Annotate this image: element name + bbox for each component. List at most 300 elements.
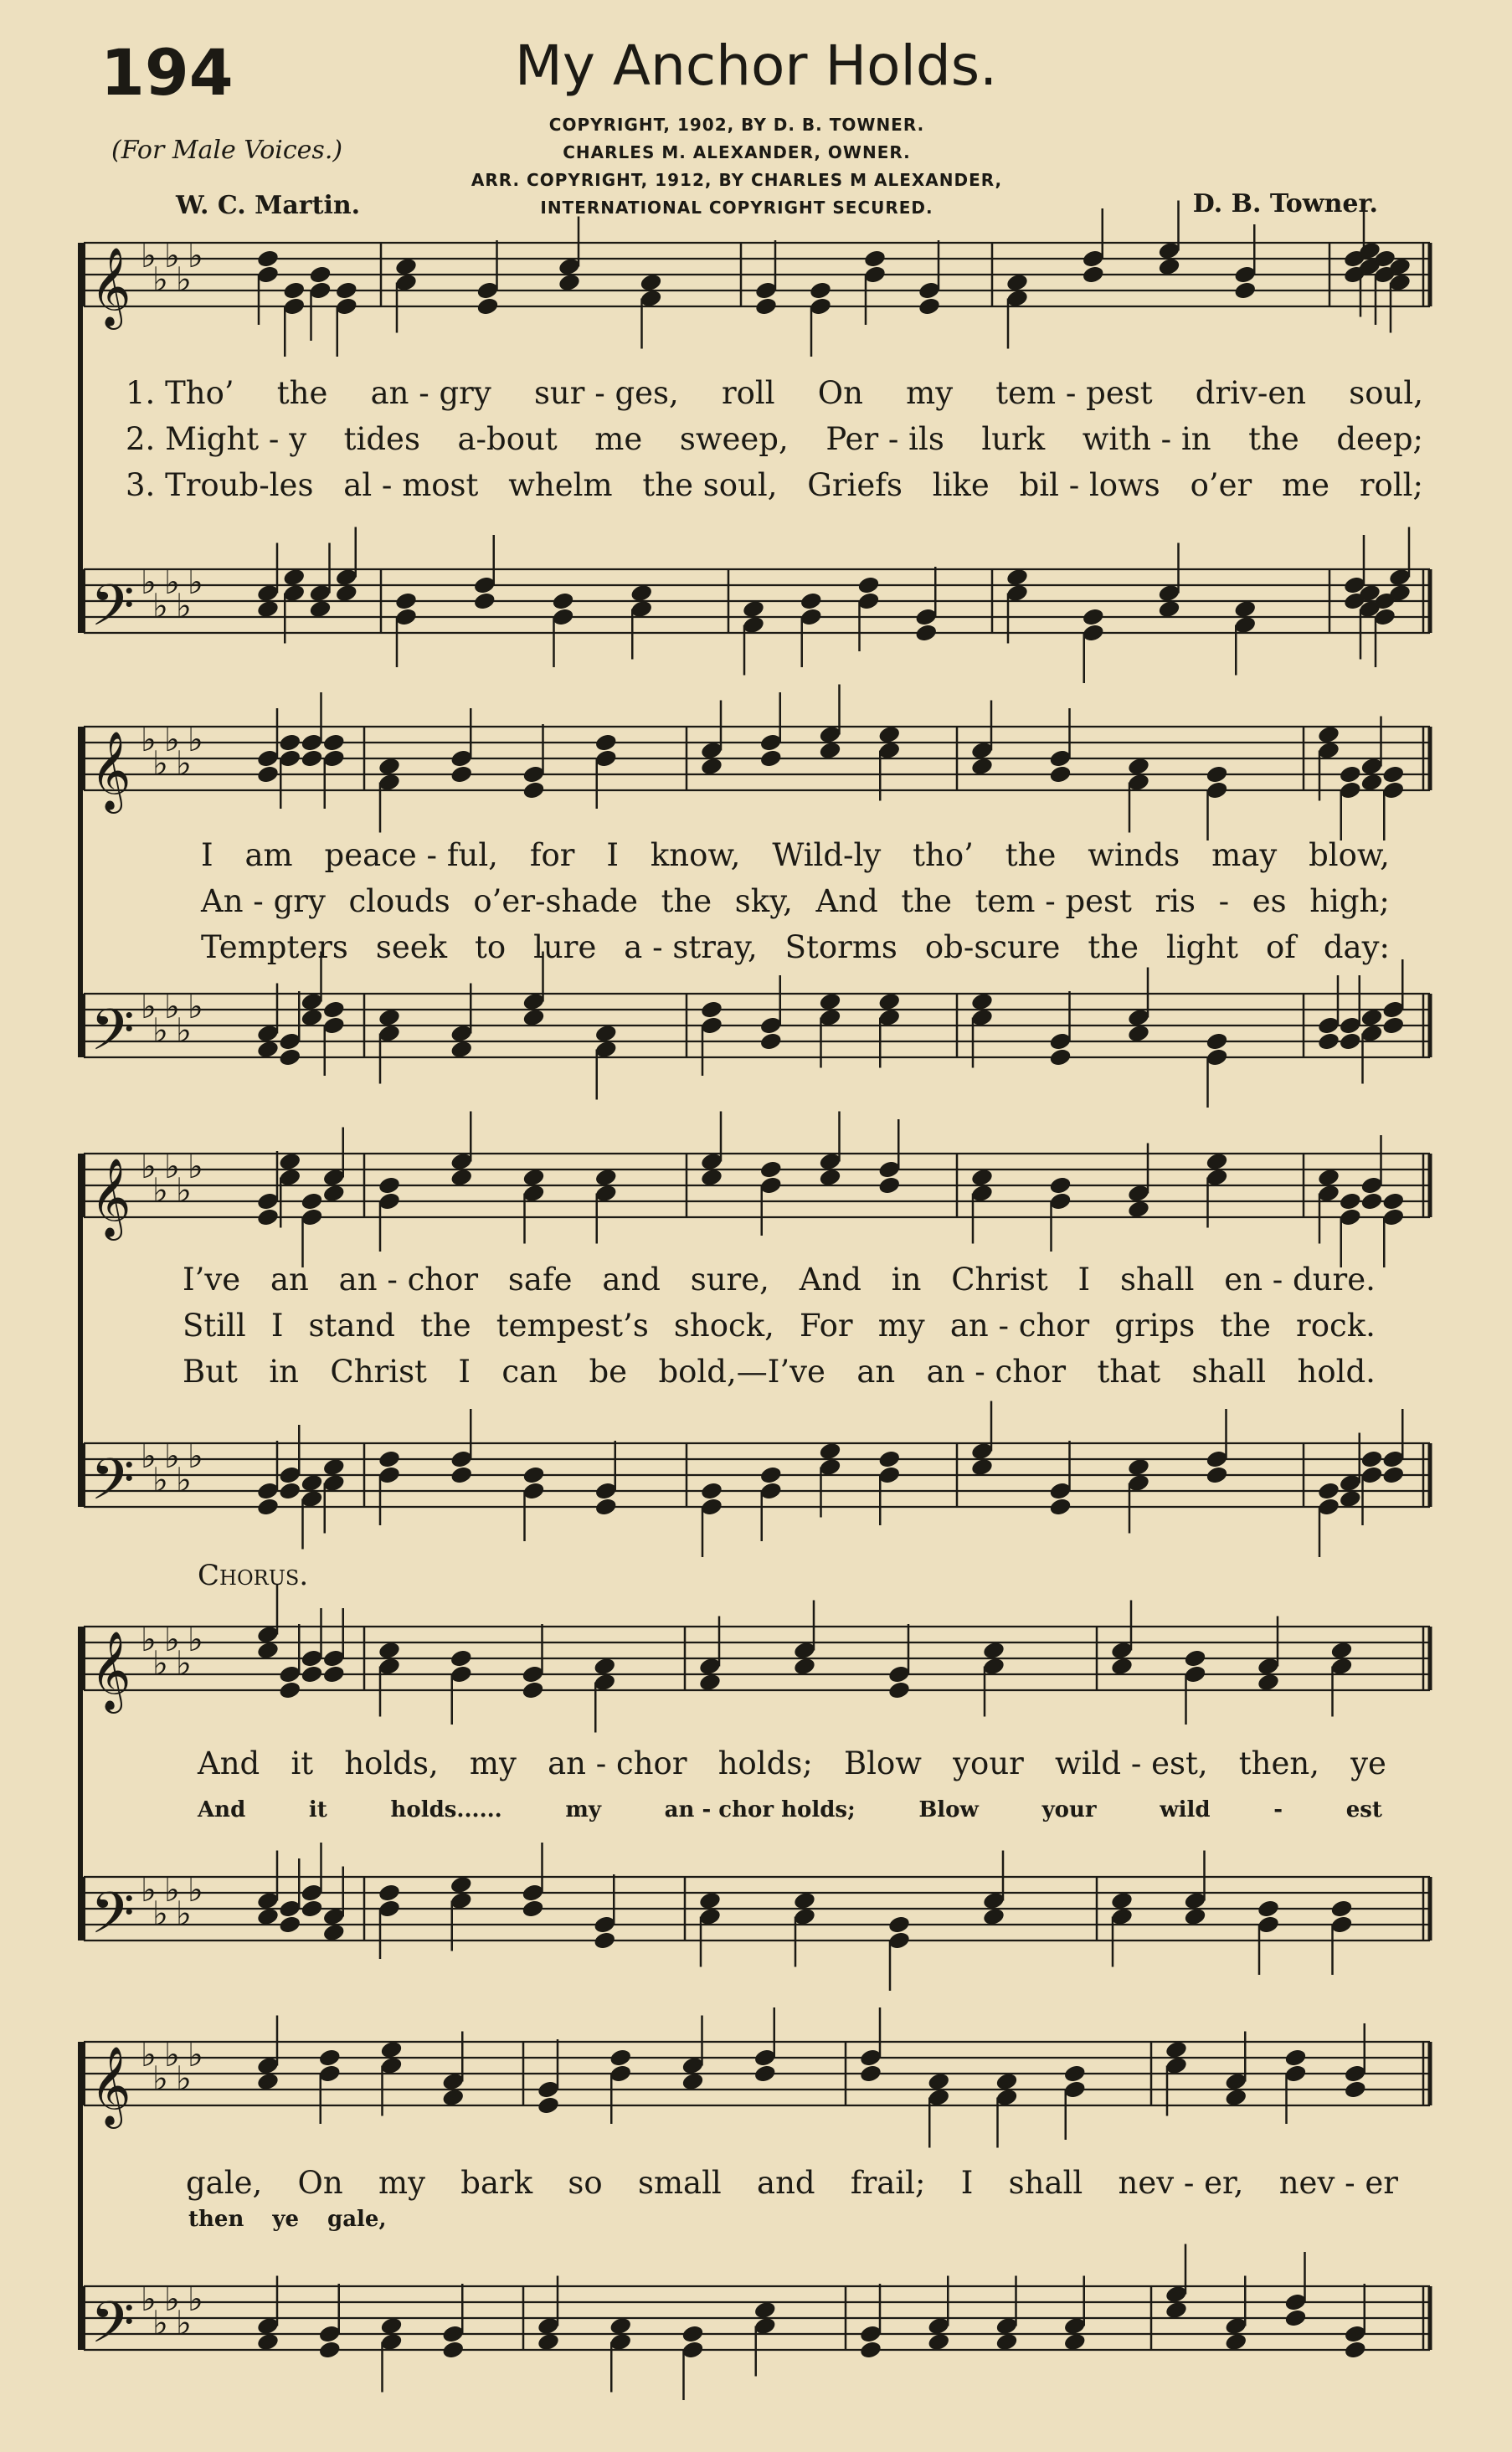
flat-sign-icon: ♭ (188, 1437, 203, 1476)
lyric-syllable: an - chor holds; (664, 1797, 856, 1822)
flat-sign-icon: ♭ (188, 563, 203, 602)
lyric-syllable: sweep, (679, 421, 789, 457)
lyric-syllable: Storms (784, 929, 897, 965)
note-head (759, 1031, 783, 1051)
flat-sign-icon: ♭ (152, 1171, 168, 1211)
note-head (394, 591, 418, 611)
lyric-syllable: winds (1088, 837, 1180, 873)
lyric-syllable: of (1265, 929, 1296, 965)
note-head (450, 764, 473, 784)
lyric-syllable: sur - ges, (533, 375, 679, 411)
lyric-syllable: my (906, 375, 954, 411)
lyric-syllable: ris (1155, 883, 1196, 919)
lyric-syllable: frail; (850, 2165, 926, 2201)
lyric-syllable: Tempters (201, 929, 348, 965)
lyric-syllable: safe (507, 1262, 573, 1298)
lyric-syllable: tem - pest (995, 375, 1153, 411)
lyric-syllable: roll; (1359, 467, 1423, 503)
lyric-syllable: But (183, 1354, 238, 1390)
chorus-lyric-line-2 (186, 2165, 1398, 2201)
lyric-syllable: 2. Might - y (126, 421, 307, 457)
note-head (1339, 1191, 1362, 1211)
note-head (1317, 1031, 1340, 1051)
lyric-syllable: the (901, 883, 952, 919)
note-head (450, 1648, 473, 1668)
lyric-syllable: blow, (1309, 837, 1390, 873)
flat-sign-icon: ♭ (176, 1644, 192, 1684)
treble-clef-icon: 𝄞 (90, 247, 131, 326)
flat-sign-icon: ♭ (164, 988, 180, 1026)
note-head (1048, 764, 1072, 784)
flat-sign-icon: ♭ (164, 2036, 180, 2074)
note-head (378, 1883, 401, 1903)
lyric-syllable: an - chor (949, 1308, 1090, 1344)
lyric-syllable: - (1218, 883, 1230, 919)
lyric-syllable: so (568, 2165, 603, 2201)
note-head (256, 249, 280, 269)
lyric-syllable: deep; (1336, 421, 1423, 457)
lyric-verse-3-line-3 (183, 1354, 1376, 1390)
lyric-syllable: peace - ful, (324, 837, 498, 873)
note-head (1317, 1481, 1340, 1501)
note-head (521, 1899, 544, 1919)
flat-sign-icon: ♭ (141, 988, 157, 1026)
lyric-syllable: lurk (981, 421, 1046, 457)
bass-clef-icon: 𝄢 (90, 573, 135, 653)
flat-sign-icon: ♭ (164, 237, 180, 275)
lyric-syllable: my (469, 1745, 517, 1781)
note-head (1381, 1465, 1405, 1485)
note-head (256, 764, 280, 784)
note-head (1339, 764, 1362, 784)
copyright-line: ARR. COPYRIGHT, 1912, BY CHARLES M ALEXANDER, (471, 170, 1003, 190)
lyric-syllable: soul, (1349, 375, 1423, 411)
note-head (322, 733, 346, 753)
lyric-syllable: light (1165, 929, 1238, 965)
flat-sign-icon: ♭ (141, 1148, 157, 1186)
lyric-syllable: gale, (327, 2207, 387, 2232)
copyright-line: INTERNATIONAL COPYRIGHT SECURED. (540, 198, 933, 218)
note-head (476, 296, 499, 316)
hymn-title: My Anchor Holds. (514, 33, 998, 98)
lyric-syllable: whelm (508, 467, 613, 503)
flat-sign-icon: ♭ (141, 2036, 157, 2074)
lyric-syllable: with - in (1082, 421, 1211, 457)
note-head (1257, 1899, 1280, 1919)
note-head (300, 748, 323, 768)
note-head (308, 265, 332, 285)
lyric-syllable: o’er (1190, 467, 1252, 503)
flat-sign-icon: ♭ (188, 2280, 203, 2319)
note-head (322, 1664, 346, 1684)
lyric-syllable: a-bout (457, 421, 558, 457)
flat-sign-icon: ♭ (176, 2304, 192, 2343)
note-head (1360, 1191, 1383, 1211)
lyric-syllable: may (1211, 837, 1278, 873)
lyric-syllable: a - stray, (624, 929, 758, 965)
lyric-syllable: holds...... (390, 1797, 502, 1822)
lyric-syllable: bold,—I’ve (658, 1354, 825, 1390)
lyric-syllable: your (953, 1745, 1024, 1781)
lyric-syllable: For (800, 1308, 853, 1344)
note-head (681, 2324, 704, 2344)
bass-clef-icon: 𝄢 (90, 1881, 135, 1961)
lyric-syllable: the soul, (642, 467, 778, 503)
note-head (318, 2048, 342, 2068)
lyric-syllable: the (1248, 421, 1299, 457)
flat-sign-icon: ♭ (176, 1011, 192, 1051)
lyric-syllable: I (458, 1354, 471, 1390)
note-head (278, 1047, 301, 1067)
lyric-syllable: roll (721, 375, 775, 411)
lyric-syllable: An - gry (201, 883, 326, 919)
note-head (335, 280, 358, 301)
lyric-syllable: me (1282, 467, 1329, 503)
note-head (759, 1465, 783, 1485)
lyric-syllable: an (856, 1354, 896, 1390)
lyricist-credit: W. C. Martin. (176, 191, 361, 220)
note-head (1048, 1175, 1072, 1195)
note-head (594, 733, 618, 753)
bass-clef-icon: 𝄢 (90, 1447, 135, 1527)
lyric-syllable: Blow (843, 1745, 922, 1781)
lyric-syllable: know, (650, 837, 741, 873)
chorus-bass-lyric-line-1 (198, 1797, 1382, 1822)
note-head (1048, 1047, 1072, 1067)
hymn-number: 194 (100, 35, 234, 110)
lyric-syllable: est (1345, 1797, 1382, 1822)
lyric-syllable: wild (1160, 1797, 1211, 1822)
lyric-syllable: me (594, 421, 643, 457)
flat-sign-icon: ♭ (164, 563, 180, 602)
note-head (877, 1449, 901, 1469)
lyric-syllable: tho’ (913, 837, 974, 873)
lyric-verse-1-line-1 (126, 375, 1423, 411)
lyric-syllable: ye (1350, 1745, 1386, 1781)
note-head (256, 1207, 280, 1227)
note-head (859, 2064, 882, 2084)
lyric-syllable: my (378, 2165, 425, 2201)
flat-sign-icon: ♭ (176, 1461, 192, 1500)
note-head (918, 296, 941, 316)
lyric-syllable: o’er-shade (473, 883, 638, 919)
note-head (759, 748, 783, 768)
flat-sign-icon: ♭ (152, 744, 168, 784)
lyric-syllable: grips (1114, 1308, 1196, 1344)
note-head (593, 1930, 616, 1951)
lyric-syllable: driv-en (1195, 375, 1307, 411)
flat-sign-icon: ♭ (176, 1171, 192, 1211)
note-head (278, 1481, 301, 1501)
flat-sign-icon: ♭ (188, 237, 203, 275)
lyric-syllable: Christ (330, 1354, 427, 1390)
note-head (800, 591, 823, 611)
note-head (1205, 1031, 1228, 1051)
note-head (1233, 280, 1257, 301)
lyric-syllable: stand (308, 1308, 395, 1344)
lyric-syllable: the (661, 883, 712, 919)
lyric-syllable: that (1097, 1354, 1161, 1390)
note-head (522, 1465, 545, 1485)
lyric-syllable: bark (460, 2165, 533, 2201)
treble-clef-icon: 𝄞 (90, 1631, 131, 1710)
lyric-syllable: And (198, 1797, 246, 1822)
lyric-syllable: it (308, 1797, 327, 1822)
lyric-syllable: ye (272, 2207, 300, 2232)
lyric-verse-1-line-2 (201, 837, 1390, 873)
note-head (300, 1191, 323, 1211)
lyric-syllable: high; (1309, 883, 1390, 919)
lyric-syllable: Blow (918, 1797, 979, 1822)
flat-sign-icon: ♭ (164, 1437, 180, 1476)
lyric-syllable: clouds (348, 883, 450, 919)
note-head (300, 1664, 323, 1684)
lyric-syllable: I (1077, 1262, 1091, 1298)
lyric-syllable: an - chor (548, 1745, 687, 1781)
flat-sign-icon: ♭ (188, 2036, 203, 2074)
flat-sign-icon: ♭ (164, 1148, 180, 1186)
lyric-syllable: lure (533, 929, 597, 965)
note-head (1329, 1899, 1353, 1919)
note-head (1205, 1465, 1228, 1485)
copyright-line: CHARLES M. ALEXANDER, OWNER. (563, 142, 911, 162)
flat-sign-icon: ♭ (152, 260, 168, 300)
lyric-syllable: I (960, 2165, 974, 2201)
note-head (809, 280, 832, 301)
note-head (859, 2340, 882, 2360)
lyric-syllable: And (815, 883, 878, 919)
note-head (1183, 1648, 1206, 1668)
note-head (282, 280, 306, 301)
flat-sign-icon: ♭ (152, 1644, 168, 1684)
note-head (700, 1481, 723, 1501)
lyric-verse-2-line-3 (183, 1308, 1376, 1344)
note-head (856, 575, 880, 595)
lyric-syllable: shall (1119, 1262, 1195, 1298)
note-head (594, 1497, 618, 1517)
lyric-syllable: es (1252, 883, 1287, 919)
lyric-syllable: I (201, 837, 213, 873)
lyric-syllable: - (1273, 1797, 1283, 1822)
flat-sign-icon: ♭ (141, 1437, 157, 1476)
lyric-syllable: bil - lows (1019, 467, 1160, 503)
note-head (887, 1680, 911, 1700)
treble-clef-icon: 𝄞 (90, 731, 131, 810)
lyric-syllable: nev - er, (1118, 2165, 1244, 2201)
lyric-syllable: an - chor (926, 1354, 1067, 1390)
flat-sign-icon: ♭ (188, 988, 203, 1026)
lyric-syllable: ob-scure (924, 929, 1061, 965)
lyric-syllable: it (291, 1745, 314, 1781)
flat-sign-icon: ♭ (152, 1461, 168, 1500)
lyric-syllable: and (757, 2165, 815, 2201)
bass-clef-icon: 𝄢 (90, 2290, 135, 2370)
flat-sign-icon: ♭ (176, 2059, 192, 2099)
note-head (322, 1000, 346, 1020)
copyright-notice (419, 111, 1055, 222)
note-head (278, 1915, 301, 1935)
note-head (537, 2095, 560, 2115)
note-head (1205, 764, 1228, 784)
lyric-syllable: Per - ils (825, 421, 944, 457)
note-head (863, 249, 887, 269)
lyric-syllable: then (188, 2207, 244, 2232)
note-head (1344, 2340, 1367, 2360)
lyric-syllable: nev - er (1278, 2165, 1398, 2201)
note-head (877, 1175, 901, 1195)
note-head (1339, 1031, 1362, 1051)
note-head (609, 2048, 632, 2068)
note-head (753, 2064, 777, 2084)
lyric-syllable: in (891, 1262, 922, 1298)
lyric-syllable: And (799, 1262, 861, 1298)
lyric-verse-1-line-3 (183, 1262, 1376, 1298)
note-head (759, 1159, 783, 1180)
lyric-syllable: tides (343, 421, 420, 457)
lyric-syllable: like (932, 467, 990, 503)
flat-sign-icon: ♭ (141, 1871, 157, 1910)
lyric-syllable: seek (375, 929, 448, 965)
flat-sign-icon: ♭ (176, 260, 192, 300)
lyric-syllable: Still (183, 1308, 246, 1344)
lyric-syllable: Christ (951, 1262, 1048, 1298)
flat-sign-icon: ♭ (164, 721, 180, 759)
lyric-syllable: tem - pest (975, 883, 1132, 919)
flat-sign-icon: ♭ (152, 1894, 168, 1934)
lyric-syllable: tempest’s (496, 1308, 649, 1344)
note-head (887, 1915, 911, 1935)
note-head (378, 1449, 401, 1469)
flat-sign-icon: ♭ (152, 1011, 168, 1051)
note-head (551, 591, 574, 611)
lyric-syllable: holds; (717, 1745, 813, 1781)
flat-sign-icon: ♭ (164, 1871, 180, 1910)
lyric-syllable: shock, (673, 1308, 774, 1344)
lyric-syllable: an - chor (338, 1262, 479, 1298)
flat-sign-icon: ♭ (152, 2304, 168, 2343)
flat-sign-icon: ♭ (152, 2059, 168, 2099)
note-head (521, 1680, 544, 1700)
lyric-syllable: Wild-ly (772, 837, 882, 873)
lyric-syllable: I’ve (183, 1262, 241, 1298)
note-head (278, 733, 301, 753)
note-head (1082, 265, 1105, 285)
lyric-syllable: my (877, 1308, 925, 1344)
lyric-syllable: and (602, 1262, 661, 1298)
lyric-syllable: day: (1323, 929, 1390, 965)
treble-clef-icon: 𝄞 (90, 1158, 131, 1237)
lyric-syllable: I (270, 1308, 284, 1344)
note-head (1283, 2308, 1307, 2328)
lyric-syllable: gale, (186, 2165, 263, 2201)
lyric-syllable: for (529, 837, 575, 873)
lyric-syllable: 3. Troub-les (126, 467, 314, 503)
composer-credit: D. B. Towner. (1192, 189, 1378, 218)
note-head (1344, 2079, 1367, 2100)
chorus-label: Chorus. (198, 1559, 309, 1592)
note-head (1283, 2048, 1307, 2068)
flat-sign-icon: ♭ (176, 744, 192, 784)
lyric-syllable: hold. (1297, 1354, 1376, 1390)
lyric-syllable: 1. Tho’ (126, 375, 234, 411)
flat-sign-icon: ♭ (164, 2280, 180, 2319)
lyric-syllable: an (270, 1262, 309, 1298)
lyric-syllable: Griefs (807, 467, 903, 503)
note-head (700, 1000, 723, 1020)
lyric-syllable: And (198, 1745, 260, 1781)
lyric-syllable: to (475, 929, 507, 965)
chorus-lyric-line-1 (198, 1745, 1386, 1781)
lyric-syllable: your (1041, 1797, 1097, 1822)
lyric-verse-2-line-1 (126, 421, 1423, 457)
note-head (522, 780, 545, 800)
lyric-verse-2-line-2 (201, 883, 1390, 919)
copyright-line: COPYRIGHT, 1902, BY D. B. TOWNER. (548, 115, 925, 135)
lyric-syllable: sky, (734, 883, 793, 919)
flat-sign-icon: ♭ (141, 2280, 157, 2319)
chorus-bass-lyric-line-2 (188, 2207, 387, 2232)
lyric-syllable: On (297, 2165, 343, 2201)
lyric-syllable: holds, (344, 1745, 439, 1781)
flat-sign-icon: ♭ (164, 1621, 180, 1659)
lyric-syllable: al - most (343, 467, 479, 503)
flat-sign-icon: ♭ (188, 1871, 203, 1910)
lyric-syllable: an - gry (370, 375, 491, 411)
lyric-syllable: sure, (690, 1262, 769, 1298)
note-head (378, 1175, 401, 1195)
flat-sign-icon: ♭ (188, 1621, 203, 1659)
note-head (1082, 607, 1105, 627)
lyric-syllable: my (565, 1797, 601, 1822)
lyric-syllable: be (589, 1354, 628, 1390)
lyric-syllable: am (244, 837, 293, 873)
lyric-syllable: rock. (1296, 1308, 1376, 1344)
lyric-syllable: in (269, 1354, 299, 1390)
lyric-syllable: shall (1191, 1354, 1267, 1390)
flat-sign-icon: ♭ (141, 1621, 157, 1659)
note-head (914, 623, 938, 643)
note-head (1063, 2064, 1087, 2084)
lyric-syllable: the (1220, 1308, 1271, 1344)
note-head (318, 2340, 342, 2360)
voice-note: (For Male Voices.) (111, 136, 343, 165)
lyric-syllable: shall (1008, 2165, 1083, 2201)
note-head (1360, 1449, 1383, 1469)
lyric-syllable: the (1005, 837, 1057, 873)
flat-sign-icon: ♭ (141, 237, 157, 275)
flat-sign-icon: ♭ (176, 587, 192, 626)
lyric-syllable: wild - est, (1055, 1745, 1208, 1781)
note-head (1381, 1191, 1405, 1211)
lyric-syllable: On (817, 375, 863, 411)
lyric-verse-3-line-2 (201, 929, 1390, 965)
note-head (1381, 1015, 1405, 1036)
note-head (441, 2340, 465, 2360)
bass-clef-icon: 𝄢 (90, 998, 135, 1077)
lyric-syllable: then, (1238, 1745, 1319, 1781)
lyric-syllable: the (420, 1308, 471, 1344)
note-head (300, 1899, 323, 1919)
flat-sign-icon: ♭ (141, 563, 157, 602)
note-head (278, 1680, 301, 1700)
lyric-syllable: the (276, 375, 328, 411)
flat-sign-icon: ♭ (152, 587, 168, 626)
lyric-syllable: en - dure. (1224, 1262, 1376, 1298)
note-head (1381, 764, 1405, 784)
lyric-syllable: small (637, 2165, 722, 2201)
note-head (1048, 1497, 1072, 1517)
note-head (450, 1465, 473, 1485)
